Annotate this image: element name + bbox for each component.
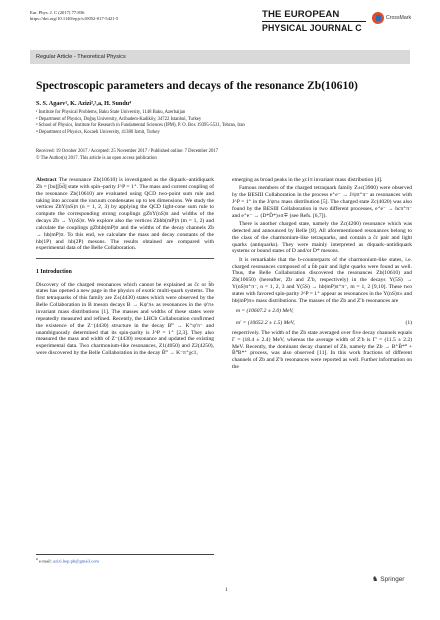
publisher-name: Springer — [380, 575, 405, 583]
article-type-label: Regular Article - Theoretical Physics — [36, 53, 126, 60]
doi-link[interactable]: https://doi.org/10.1140/epjc/s10052-017-5421-5 — [30, 16, 119, 21]
body-paragraph: Famous members of the charged tetraquark family Z±c(3900) were observed by the BESIII Collaboration in the process e⁺e⁻ → J/ψπ⁺π⁻ as resonances with J^P = 1⁺ in the J/ψπ± mass distribution [5]. The charged state Zc(4020) was also found by the BESIII Collaboration in two different processes, e⁺e⁻ → hcπ⁺π⁻ and e⁺e⁻ → (D*D̄*)±π∓ (see Refs. [6,7]). — [232, 185, 412, 219]
crossmark-icon — [372, 12, 384, 24]
intro-paragraph: Discovery of the charged resonances which cannot be explained as c̄c or b̄b states has opened a new page in the physics of exotic multi-quark systems. The first tetraquarks of this family are Z±(4430) states which were observed by the Belle Collaboration in B meson decays B → Kψ′π± as resonances in the ψ′π± invariant mass distributions [1]. The masses and widths of these states were repeatedly measured and refined. Recently, the LHCb Collaboration confirmed the existence of the Z⁻(4430) structure in the decay B⁰ → K⁺ψ′π⁻ and unambiguously determined that its spin-parity is J^P = 1⁺ [2,3]. They also measured the mass and width of Z⁻(4430) resonance and updated the existing experimental data. Two charmonium-like resonances, Z1(4050) and Z2(4250), were discovered by the Belle Collaboration in the decay B̄⁰ → K⁻π⁺χc1, — [36, 281, 214, 357]
email-link[interactable]: azizi.hep.ph@gmail.com — [53, 558, 99, 564]
body-paragraph: emerging as broad peaks in the χc1π invariant mass distribution [4]. — [232, 177, 383, 183]
footnote-marker: a — [36, 557, 38, 561]
body-paragraph: It is remarkable that the b-counterparts of the charmonium-like states, i.e. charged resonances composed of a b̄b pair and light quarks were found as well. Thus, the Belle Collaboration discovered the resonances Zb(10610) and Zb(10650) (hereafter, Zb and Z′b, respectively) in the decays Υ(5S) → Υ(nS)π⁺π⁻, n = 1, 2, 3 and Υ(5S) → hb(mP)π⁺π⁻, m = 1, 2 [9,10]. These two states with favored spin-parity J^P = 1⁺ appear as resonances in the Υ(nS)π± and hb(mP)π± mass distributions. The masses of the Zb and Z′b resonances are — [232, 256, 412, 304]
article-type-banner — [30, 50, 410, 64]
equation-line-1: m = (10607.2 ± 2.0) MeV, — [236, 308, 294, 315]
publisher-logo — [372, 575, 404, 583]
body-paragraph: There is another charged state, namely the Zc(4200) resonance which was detected and announced by Belle [8]. All aforementioned resonances belong to the class of the charmonium-like tetraquarks, and contain a c̄c pair and light quarks (antiquarks). They were mainly interpreted as diquark–antidiquark systems or bound states of D and/or D* mesons. — [232, 221, 412, 255]
equation-1 — [232, 306, 412, 330]
springer-horse-icon: ♞ — [372, 576, 379, 583]
section-heading: 1 Introduction — [36, 268, 72, 275]
equation-line-2: m′ = (10652.2 ± 1.5) MeV, — [236, 320, 295, 327]
author-list: S. S. Agaev¹, K. Azizi²,³,a, H. Sundu⁴ — [36, 100, 132, 107]
left-column — [36, 177, 214, 358]
affiliation-1: ¹ Institute for Physical Problems, Baku State University, 1148 Baku, Azerbaijan — [36, 110, 186, 115]
page-number: 1 — [225, 587, 228, 593]
journal-reference: Eur. Phys. J. C (2017) 77:836 — [30, 10, 85, 15]
journal-logo — [262, 10, 366, 33]
copyright-line: © The Author(s) 2017. This article is an open access publication — [36, 155, 157, 161]
abstract-text: The resonance Zb(10610) is investigated as the diquark–antidiquark Zb = [bu][b̄d̄] state with spin–parity J^P = 1⁺. The mass and current coupling of the resonance Zb(10610) are evaluated using QCD two-point sum rule and taking into account the vacuum condensates up to ten dimensions. We study the vertices ZbΥ(nS)π (n = 1, 2, 3) by applying the QCD light-cone sum rule to compute the corresponding strong couplings gZbΥ(nS)π and widths of the decays Zb → Υ(nS)π. We explore also the vertices Zbhb(mP)π (m = 1, 2) and calculate the couplings gZbhb(mP)π and the widths of the decay channels Zb → hb(mP)π. To this end, we calculate the mass and decay constants of the hb(1P) and hb(2P) mesons. The results obtained are compared with experimental data of the Belle Collaboration. — [36, 177, 214, 252]
right-column — [232, 177, 412, 372]
affiliation-4: ⁴ Department of Physics, Kocaeli University, 41380 Izmit, Turkey — [36, 129, 160, 135]
footnote-label: e-mail: — [38, 558, 52, 564]
journal-name-line2: PHYSICAL JOURNAL C — [262, 23, 362, 33]
crossmark-label: CrossMark — [386, 15, 412, 21]
equation-number: (1) — [405, 320, 412, 327]
affiliation-list — [36, 110, 416, 136]
body-paragraph: respectively. The width of the Zb state averaged over five decay channels equals Γ = (18.4 ± 2.4) MeV, whereas the average width of Z′b is Γ′ = (11.5 ± 2.2) MeV. Recently, the dominant decay channel of Zb, namely the Zb → B⁺B̄*⁰ + B̄⁰B*⁺ process, was also observed [11]. In this work fractions of different channels of Zb and Z′b resonances were reported as well. Further information on the — [232, 329, 412, 371]
publication-history — [36, 149, 416, 162]
affiliation-2: ² Department of Physics, Doğuş University, Acibadem-Kadiköy, 34722 Istanbul, Turkey — [36, 116, 202, 122]
crossmark-badge[interactable] — [372, 12, 411, 24]
journal-name-line1: THE EUROPEAN — [262, 10, 366, 22]
affiliation-3: ³ School of Physics, Institute for Research in Fundamental Sciences (IPM), P. O. Box 19395-5531, Tehran, Iran — [36, 123, 245, 129]
corresponding-author-footnote — [36, 554, 214, 564]
abstract — [36, 177, 214, 259]
article-header-meta — [30, 10, 118, 22]
received-dates: Received: 19 October 2017 / Accepted: 25 November 2017 / Published online: 7 December 2017 — [36, 149, 218, 154]
abstract-label: Abstract — [36, 177, 57, 183]
paper-title: Spectroscopic parameters and decays of the resonance Zb(10610) — [36, 79, 358, 92]
